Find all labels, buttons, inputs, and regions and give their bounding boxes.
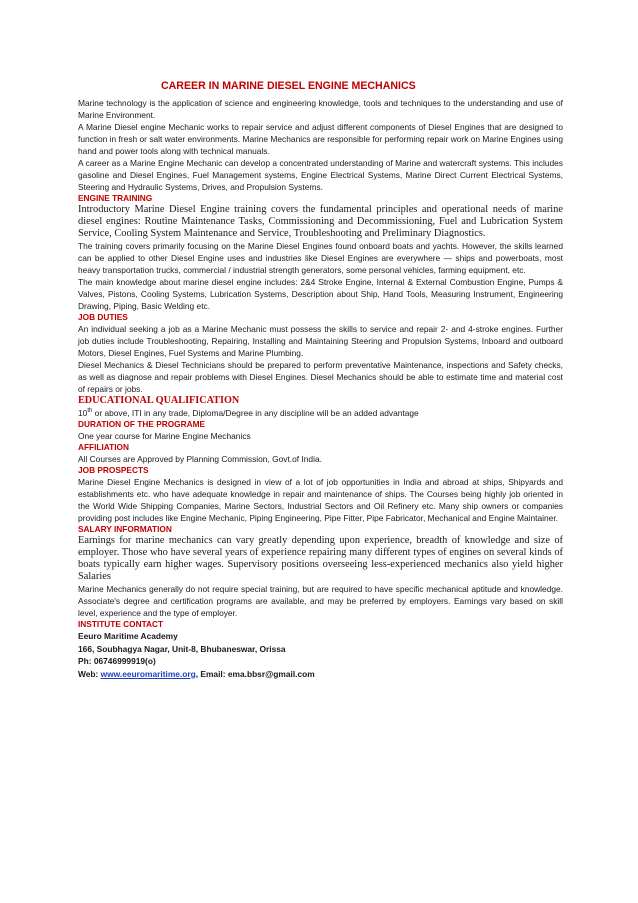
page-title: CAREER IN MARINE DIESEL ENGINE MECHANICS <box>161 80 416 92</box>
contact-name: Eeuro Maritime Academy <box>78 631 178 641</box>
education-text <box>78 407 563 419</box>
engine-training-paragraph-1: Introductory Marine Diesel Engine training covers the fundamental principles and operational needs of marine diesel engines: Routine Maintenance Tasks, Commissioning and Decommissioning, Fuel and Lubrication System Service, Cooling System Maintenance and Service, Troubleshooting and Preliminary Diagnostics. <box>78 204 563 239</box>
education-heading: EDUCATIONAL QUALIFICATION <box>78 395 240 406</box>
contact-heading: INSTITUTE CONTACT <box>78 619 164 629</box>
job-prospects-heading: JOB PROSPECTS <box>78 465 149 475</box>
engine-training-paragraph-3: The main knowledge about marine diesel engine includes: 2&4 Stroke Engine, Internal & External Combustion Engine, Pumps & Valves, Pistons, Cooling Systems, Lubrication Systems, Description about Ship, Hand Tools, Measuring Instrument, Engineering Drawing, Piping, Basic Welding etc. <box>78 277 563 311</box>
contact-web-line <box>78 668 563 681</box>
education-number: 10 <box>78 408 88 418</box>
affiliation-text: All Courses are Approved by Planning Commission, Govt.of India. <box>78 454 322 464</box>
job-duties-heading: JOB DUTIES <box>78 312 128 322</box>
engine-training-paragraph-2: The training covers primarily focusing on the Marine Diesel Engines found onboard boats and yachts. However, the skills learned can be applied to other Diesel Engine uses and industries like Diesel Engines are everywhere — ships and powerboats, most heavy transportation trucks, commercial / industrial strength generators, some personal vehicles, farming equipment, etc. <box>78 241 563 275</box>
job-duties-paragraph-2: Diesel Mechanics & Diesel Technicians should be prepared to perform preventative Maintenance, inspections and Safety checks, as well as diagnose and repair problems with Diesel Engines. Diesel Mechanics should be able to estimate time and material cost of repairs or jobs. <box>78 360 563 394</box>
intro-paragraph-3: A career as a Marine Engine Mechanic can develop a concentrated understanding of Marine and watercraft systems. This includes gasoline and Diesel Engines, Fuel Management systems, Engine Electrical Systems, Marine Direct Current Electrical Systems, Steering and Hydraulic Systems, Drives, and Propulsion Systems. <box>78 158 563 192</box>
engine-training-heading: ENGINE TRAINING <box>78 193 153 203</box>
job-duties-paragraph-1: An individual seeking a job as a Marine Mechanic must possess the skills to service and repair 2- and 4-stroke engines. Further job duties include Troubleshooting, Repairing, Installing and Maintaining Steering and Propulsion Systems, Inboard and outboard Motors, Diesel Engines, Fuel Systems and Marine Plumbing. <box>78 324 563 358</box>
intro-paragraph-2: A Marine Diesel engine Mechanic works to repair service and adjust different components of Diesel Engines that are designed to function in fresh or salt water environments. Marine Mechanics are responsible for performing repair work on Marine Engines using hand and power tools along with technical manuals. <box>78 122 563 156</box>
salary-paragraph-2: Marine Mechanics generally do not require special training, but are required to have specific mechanical aptitude and knowledge. Associate's degree and certification programs are available, and may be preferred by employers. Earnings vary based on skill level, experience and the type of employer. <box>78 584 563 618</box>
education-body: or above, ITI in any trade, Diploma/Degree in any discipline will be an added advantage <box>92 408 419 418</box>
education-superscript: th <box>87 408 93 415</box>
duration-text: One year course for Marine Engine Mechanics <box>78 431 251 441</box>
intro-paragraph-1: Marine technology is the application of science and engineering knowledge, tools and techniques to the understanding and use of Marine Environment. <box>78 98 563 120</box>
website-link[interactable]: www.eeuromaritime.org <box>100 668 196 679</box>
salary-paragraph-1: Earnings for marine mechanics can vary greatly depending upon experience, breadth of knowledge and size of employer. Those who have several years of experience repairing many different types of engines on several kinds of boats typically earn higher wages. Supervisory positions overseeing less-experienced mechanics also yield higher Salaries <box>78 535 563 582</box>
salary-heading: SALARY INFORMATION <box>78 524 172 534</box>
affiliation-heading: AFFILIATION <box>78 442 130 452</box>
contact-address: 166, Soubhagya Nagar, Unit-8, Bhubaneswar, Orissa <box>78 643 286 654</box>
contact-phone: Ph: 06746999919(o) <box>78 656 156 666</box>
web-label: Web: <box>78 668 101 679</box>
document-page <box>78 80 563 680</box>
job-prospects-text: Marine Diesel Engine Mechanics is designed in view of a lot of job opportunities in India and abroad at ships, Shipyards and establishments etc. who have adequate knowledge in repair and maintenance of ships. The Courses being highly job oriented in the World Wide Shipping Companies, Marine Sectors, Industrial Sectors and Oil Refinery etc. Many ship owners or companies providing post includes like Engine Mechanic, Piping Engineering, Pipe Fitter, Pipe Fabricator, Mechanical and Engine Maintainer. <box>78 477 563 523</box>
duration-heading: DURATION OF THE PROGRAME <box>78 419 206 429</box>
contact-email: , Email: ema.bbsr@gmail.com <box>195 668 315 679</box>
